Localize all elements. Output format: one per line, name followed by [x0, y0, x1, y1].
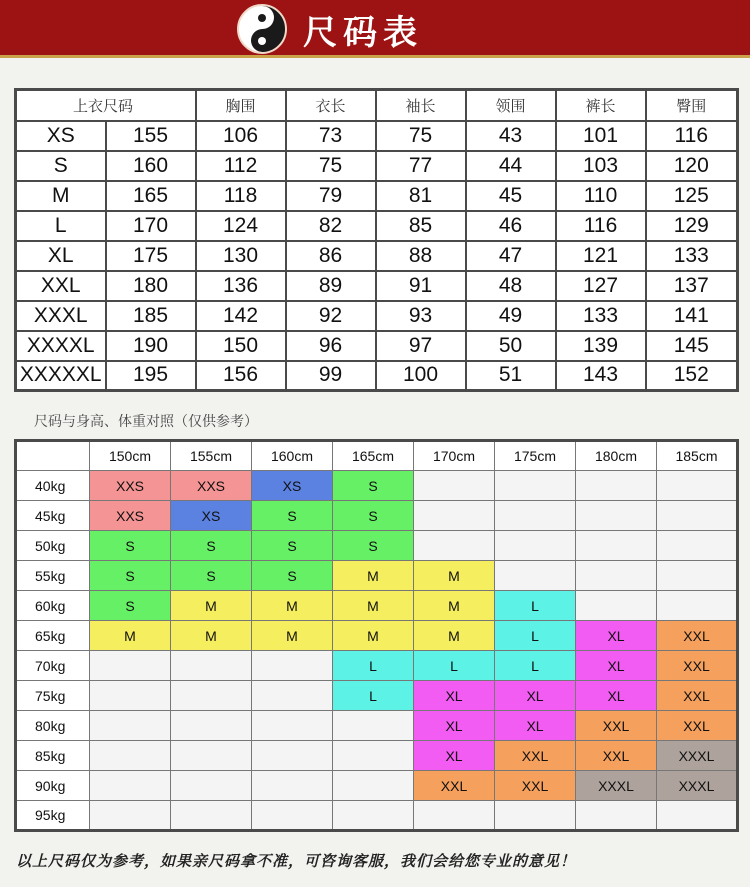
footer-note: 以上尺码仅为参考，如果亲尺码拿不准，可咨询客服，我们会给您专业的意见！ — [16, 852, 577, 870]
header-cell: 袖长 — [376, 90, 466, 121]
size-chart-cell — [576, 591, 657, 621]
size-chart-cell — [333, 801, 414, 831]
size-chart-cell: M — [171, 591, 252, 621]
size-chart-cell: XXL — [495, 771, 576, 801]
weight-label-cell: 75kg — [16, 681, 90, 711]
weight-label-cell: 50kg — [16, 531, 90, 561]
size-value-cell: 142 — [196, 301, 286, 331]
header-divider — [0, 55, 750, 58]
corner-cell — [16, 441, 90, 471]
size-chart-cell: S — [90, 531, 171, 561]
size-chart-cell: XXXL — [657, 771, 738, 801]
size-chart-cell: S — [90, 591, 171, 621]
size-value-cell: 125 — [646, 181, 738, 211]
size-chart-cell — [657, 591, 738, 621]
size-chart-cell: XXL — [576, 741, 657, 771]
weight-label-cell: 40kg — [16, 471, 90, 501]
size-chart-cell: S — [171, 561, 252, 591]
size-chart-cell — [495, 501, 576, 531]
size-value-cell: 170 — [106, 211, 196, 241]
chart-row — [16, 621, 738, 651]
table-row — [16, 361, 738, 391]
size-label-cell: XXL — [16, 271, 106, 301]
size-value-cell: 129 — [646, 211, 738, 241]
size-chart-cell — [333, 711, 414, 741]
size-chart-cell — [333, 741, 414, 771]
size-value-cell: 130 — [196, 241, 286, 271]
size-chart-cell — [171, 651, 252, 681]
size-chart-cell: XXL — [657, 621, 738, 651]
size-chart-cell: S — [333, 531, 414, 561]
size-chart-cell — [657, 501, 738, 531]
size-value-cell: 82 — [286, 211, 376, 241]
size-value-cell: 145 — [646, 331, 738, 361]
size-chart-cell — [495, 471, 576, 501]
size-value-cell: 75 — [286, 151, 376, 181]
size-chart-cell: XL — [414, 741, 495, 771]
size-chart-cell — [171, 711, 252, 741]
size-chart-cell: XL — [495, 681, 576, 711]
size-chart-cell — [90, 801, 171, 831]
size-value-cell: 112 — [196, 151, 286, 181]
size-value-cell: 116 — [556, 211, 646, 241]
weight-label-cell: 80kg — [16, 711, 90, 741]
size-chart-table — [14, 439, 739, 832]
size-value-cell: 73 — [286, 121, 376, 151]
size-chart-cell — [90, 741, 171, 771]
size-label-cell: XS — [16, 121, 106, 151]
header-cell: 上衣尺码 — [16, 90, 196, 121]
table-row — [16, 271, 738, 301]
size-chart-cell: XL — [576, 621, 657, 651]
size-chart-cell: M — [414, 561, 495, 591]
header-cell: 胸围 — [196, 90, 286, 121]
size-label-cell: M — [16, 181, 106, 211]
size-value-cell: 110 — [556, 181, 646, 211]
size-chart-cell: S — [252, 561, 333, 591]
size-chart-cell: S — [252, 531, 333, 561]
size-chart-cell — [495, 801, 576, 831]
size-chart-cell: L — [495, 591, 576, 621]
table-row — [16, 121, 738, 151]
size-chart-cell: M — [333, 591, 414, 621]
size-chart-cell: XL — [576, 681, 657, 711]
size-chart-cell — [171, 771, 252, 801]
size-value-cell: 150 — [196, 331, 286, 361]
size-value-cell: 120 — [646, 151, 738, 181]
size-chart-cell: XL — [414, 711, 495, 741]
size-chart-cell — [252, 651, 333, 681]
size-table-header — [16, 90, 738, 121]
size-value-cell: 43 — [466, 121, 556, 151]
size-value-cell: 103 — [556, 151, 646, 181]
size-chart-cell: XXXL — [576, 771, 657, 801]
size-chart-cell: S — [90, 561, 171, 591]
weight-label-cell: 85kg — [16, 741, 90, 771]
size-chart-cell: XXL — [657, 711, 738, 741]
size-value-cell: 101 — [556, 121, 646, 151]
size-value-cell: 50 — [466, 331, 556, 361]
size-label-cell: S — [16, 151, 106, 181]
title-group — [237, 3, 423, 55]
size-chart-cell: XXL — [657, 651, 738, 681]
size-value-cell: 121 — [556, 241, 646, 271]
size-value-cell: 96 — [286, 331, 376, 361]
size-label-cell: L — [16, 211, 106, 241]
weight-label-cell: 70kg — [16, 651, 90, 681]
chart-row — [16, 471, 738, 501]
size-chart-cell — [252, 801, 333, 831]
size-value-cell: 81 — [376, 181, 466, 211]
weight-label-cell: 90kg — [16, 771, 90, 801]
size-label-cell: XXXXL — [16, 331, 106, 361]
size-value-cell: 190 — [106, 331, 196, 361]
height-header-cell: 175cm — [495, 441, 576, 471]
size-chart-cell: M — [252, 621, 333, 651]
size-value-cell: 116 — [646, 121, 738, 151]
size-chart-cell — [90, 771, 171, 801]
size-chart-cell — [90, 651, 171, 681]
size-label-cell: XL — [16, 241, 106, 271]
size-chart-cell — [252, 711, 333, 741]
size-chart-cell — [414, 801, 495, 831]
size-value-cell: 165 — [106, 181, 196, 211]
weight-label-cell: 95kg — [16, 801, 90, 831]
height-header-cell: 165cm — [333, 441, 414, 471]
size-chart-cell: S — [171, 531, 252, 561]
size-table — [14, 88, 739, 392]
size-value-cell: 133 — [646, 241, 738, 271]
size-value-cell: 86 — [286, 241, 376, 271]
size-chart-cell: L — [495, 621, 576, 651]
table-row — [16, 181, 738, 211]
chart-row — [16, 681, 738, 711]
size-chart-cell: XXS — [90, 471, 171, 501]
size-chart-cell: L — [414, 651, 495, 681]
size-chart-cell: XL — [576, 651, 657, 681]
size-chart-cell — [252, 741, 333, 771]
page-title: 尺码表 — [303, 12, 423, 53]
size-chart-cell: XXS — [171, 471, 252, 501]
size-chart-cell — [414, 531, 495, 561]
size-chart-cell — [252, 771, 333, 801]
size-label-cell: XXXXXL — [16, 361, 106, 391]
height-header-cell: 150cm — [90, 441, 171, 471]
size-chart-cell — [495, 531, 576, 561]
size-chart-cell — [657, 561, 738, 591]
size-chart-cell — [495, 561, 576, 591]
chart-row — [16, 501, 738, 531]
size-value-cell: 85 — [376, 211, 466, 241]
size-value-cell: 79 — [286, 181, 376, 211]
size-chart-cell — [414, 501, 495, 531]
size-value-cell: 152 — [646, 361, 738, 391]
size-value-cell: 47 — [466, 241, 556, 271]
size-value-cell: 51 — [466, 361, 556, 391]
size-chart-cell — [576, 531, 657, 561]
height-header-cell: 170cm — [414, 441, 495, 471]
size-chart-cell — [171, 741, 252, 771]
size-value-cell: 133 — [556, 301, 646, 331]
size-chart-cell: L — [333, 651, 414, 681]
size-chart-cell: XL — [414, 681, 495, 711]
size-value-cell: 44 — [466, 151, 556, 181]
size-chart-cell: M — [333, 561, 414, 591]
size-value-cell: 48 — [466, 271, 556, 301]
chart-row — [16, 651, 738, 681]
size-chart-cell — [576, 801, 657, 831]
height-header-cell: 160cm — [252, 441, 333, 471]
size-chart-cell: M — [252, 591, 333, 621]
size-value-cell: 89 — [286, 271, 376, 301]
size-value-cell: 88 — [376, 241, 466, 271]
weight-label-cell: 65kg — [16, 621, 90, 651]
size-value-cell: 75 — [376, 121, 466, 151]
size-chart-cell: XXL — [495, 741, 576, 771]
table-row — [16, 301, 738, 331]
height-header-cell: 180cm — [576, 441, 657, 471]
size-value-cell: 93 — [376, 301, 466, 331]
size-chart-cell — [657, 531, 738, 561]
size-chart-cell — [576, 561, 657, 591]
size-value-cell: 118 — [196, 181, 286, 211]
size-value-cell: 91 — [376, 271, 466, 301]
size-chart-cell: S — [333, 471, 414, 501]
size-value-cell: 137 — [646, 271, 738, 301]
size-value-cell: 45 — [466, 181, 556, 211]
size-chart-cell — [414, 471, 495, 501]
size-chart-cell — [171, 801, 252, 831]
size-chart-cell: XXL — [657, 681, 738, 711]
size-chart-cell: XXS — [90, 501, 171, 531]
size-value-cell: 77 — [376, 151, 466, 181]
size-value-cell: 155 — [106, 121, 196, 151]
chart-row — [16, 741, 738, 771]
size-chart-cell — [90, 711, 171, 741]
table-row — [16, 241, 738, 271]
size-chart-cell: XL — [495, 711, 576, 741]
size-value-cell: 160 — [106, 151, 196, 181]
chart-row — [16, 561, 738, 591]
size-value-cell: 185 — [106, 301, 196, 331]
size-chart-cell — [576, 471, 657, 501]
size-value-cell: 136 — [196, 271, 286, 301]
size-chart-cell: XXXL — [657, 741, 738, 771]
size-label-cell: XXXL — [16, 301, 106, 331]
size-value-cell: 180 — [106, 271, 196, 301]
size-chart-cell — [333, 771, 414, 801]
size-value-cell: 156 — [196, 361, 286, 391]
size-chart-cell — [171, 681, 252, 711]
chart-row — [16, 771, 738, 801]
size-chart-cell: M — [171, 621, 252, 651]
size-chart-cell: L — [495, 651, 576, 681]
chart-row — [16, 591, 738, 621]
height-header-cell: 185cm — [657, 441, 738, 471]
header-cell: 臀围 — [646, 90, 738, 121]
header-cell: 裤长 — [556, 90, 646, 121]
size-chart-cell: S — [333, 501, 414, 531]
size-value-cell: 143 — [556, 361, 646, 391]
header-cell: 领围 — [466, 90, 556, 121]
size-value-cell: 141 — [646, 301, 738, 331]
size-value-cell: 92 — [286, 301, 376, 331]
chart-header-row — [16, 441, 738, 471]
size-chart-cell: XXL — [576, 711, 657, 741]
size-chart-cell: M — [333, 621, 414, 651]
size-value-cell: 106 — [196, 121, 286, 151]
size-value-cell: 195 — [106, 361, 196, 391]
chart-row — [16, 801, 738, 831]
chart-row — [16, 711, 738, 741]
size-chart-cell — [657, 801, 738, 831]
size-chart-cell: M — [414, 621, 495, 651]
size-chart-cell: XS — [252, 471, 333, 501]
size-value-cell: 124 — [196, 211, 286, 241]
size-chart-cell — [90, 681, 171, 711]
weight-label-cell: 45kg — [16, 501, 90, 531]
size-chart-cell: L — [333, 681, 414, 711]
size-chart-cell: S — [252, 501, 333, 531]
size-chart-cell: XS — [171, 501, 252, 531]
size-value-cell: 99 — [286, 361, 376, 391]
table-row — [16, 331, 738, 361]
size-chart-cell: M — [90, 621, 171, 651]
height-header-cell: 155cm — [171, 441, 252, 471]
size-value-cell: 139 — [556, 331, 646, 361]
size-value-cell: 127 — [556, 271, 646, 301]
size-chart-cell — [576, 501, 657, 531]
yin-yang-icon — [237, 4, 287, 54]
size-chart-cell — [657, 471, 738, 501]
size-value-cell: 49 — [466, 301, 556, 331]
size-value-cell: 100 — [376, 361, 466, 391]
chart-subtitle: 尺码与身高、体重对照（仅供参考） — [34, 414, 258, 430]
size-value-cell: 97 — [376, 331, 466, 361]
size-value-cell: 46 — [466, 211, 556, 241]
chart-row — [16, 531, 738, 561]
header-cell: 衣长 — [286, 90, 376, 121]
size-chart-cell: M — [414, 591, 495, 621]
table-row — [16, 211, 738, 241]
weight-label-cell: 55kg — [16, 561, 90, 591]
table-row — [16, 151, 738, 181]
size-value-cell: 175 — [106, 241, 196, 271]
size-chart-cell: XXL — [414, 771, 495, 801]
header-banner — [0, 0, 750, 58]
size-chart-cell — [252, 681, 333, 711]
weight-label-cell: 60kg — [16, 591, 90, 621]
